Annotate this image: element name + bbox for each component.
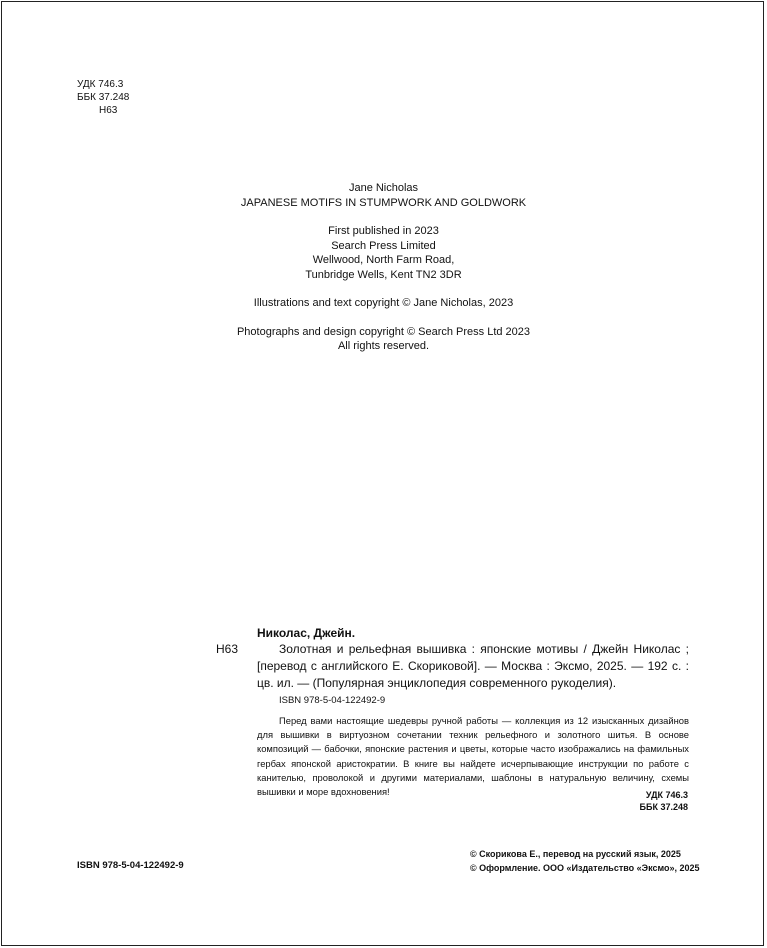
illustrations-copyright: Illustrations and text copyright © Jane Nicholas, 2023 xyxy=(253,297,514,309)
catalog-codes xyxy=(620,789,688,813)
top-classification-codes xyxy=(77,78,129,117)
original-title: JAPANESE MOTIFS IN STUMPWORK AND GOLDWORK xyxy=(240,196,527,209)
first-published: First published in 2023 xyxy=(328,225,439,237)
catalog-description-text: Золотная и рельефная вышивка : японские мотивы / Джейн Николас ; [перевод с английского Е. Скориковой]. — Москва : Эксмо, 2025. — 192 с. : цв. ил. — (Популярная энциклопедия современного рукоделия). xyxy=(257,642,689,690)
catalog-description xyxy=(257,641,689,692)
catalog-bbk: ББК 37.248 xyxy=(639,802,688,812)
catalog-author-heading: Николас, Джейн. xyxy=(257,626,356,640)
publisher-address-1: Wellwood, North Farm Road, xyxy=(312,254,455,266)
catalog-isbn: ISBN 978-5-04-122492-9 xyxy=(279,695,386,706)
author-sign: Н63 xyxy=(99,105,118,116)
annotation-text: Перед вами настоящие шедевры ручной работы — коллекция из 12 изысканных дизайнов для вышивки в виртуозном сочетании техник рельефного и золотного шитья. В основе композиций — бабочки, японские растения и цветы, которые часто изображались на фамильных гербах японской аристократии. В книге вы найдете исчерпывающие инструкции по работе с канителью, проволокой и другими материалами, шаблоны в натуральную величину, схемы вышивки и море вдохновения! xyxy=(257,715,689,798)
footer-copyrights xyxy=(470,848,700,875)
design-copyright: © Оформление. ООО «Издательство «Эксмо», 2025 xyxy=(470,862,700,873)
footer-isbn: ISBN 978-5-04-122492-9 xyxy=(77,860,184,871)
publisher-name: Search Press Limited xyxy=(331,239,436,252)
catalog-udk: УДК 746.3 xyxy=(645,790,688,800)
catalog-annotation xyxy=(257,714,689,799)
original-author: Jane Nicholas xyxy=(348,182,419,194)
rights-reserved: All rights reserved. xyxy=(337,340,430,352)
udk-code: УДК 746.3 xyxy=(77,79,124,90)
photos-copyright: Photographs and design copyright © Search Press Ltd 2023 xyxy=(236,325,531,338)
publisher-address-2: Tunbridge Wells, Kent TN2 3DR xyxy=(305,268,462,281)
original-edition-info xyxy=(150,181,617,354)
translation-copyright: © Скорикова Е., перевод на русский язык, 2025 xyxy=(470,849,681,859)
bbk-code: ББК 37.248 xyxy=(77,92,130,103)
catalog-index-code: Н63 xyxy=(216,642,239,656)
